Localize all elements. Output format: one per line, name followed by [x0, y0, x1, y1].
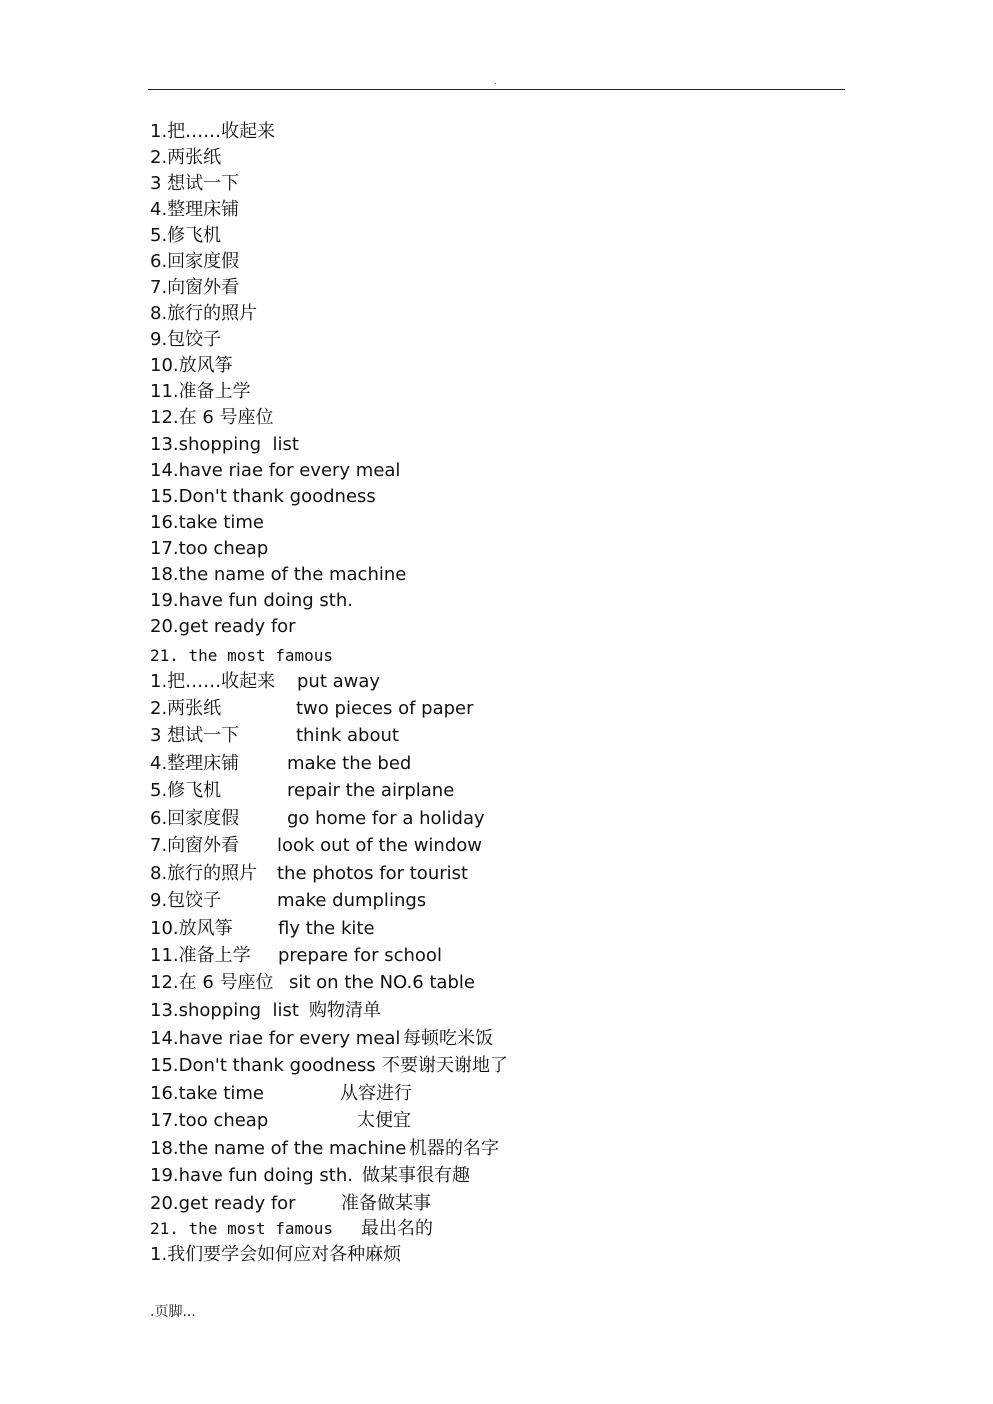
term-item: 1.把……收起来	[150, 121, 276, 142]
meaning-text: make dumplings	[277, 890, 427, 911]
page-footer: .页脚...	[150, 1304, 196, 1320]
term-item: 4.整理床铺	[150, 199, 240, 220]
header-mark: .	[494, 77, 497, 87]
meaning-text: 准备做某事	[341, 1193, 431, 1214]
term-text: 4.整理床铺	[150, 753, 240, 774]
term-meaning-item	[150, 698, 850, 720]
term-meaning-item	[150, 1193, 850, 1215]
term-text: 8.旅行的照片	[150, 863, 258, 884]
term-item: 19.have fun doing sth.	[150, 590, 353, 611]
term-text: 20.get ready for	[150, 1193, 296, 1214]
term-text: 2.两张纸	[150, 698, 222, 719]
term-text: 16.take time	[150, 1083, 264, 1104]
term-text: 14.have riae for every meal	[150, 1028, 401, 1049]
term-meaning-item	[150, 753, 850, 775]
term-meaning-item	[150, 1110, 850, 1132]
term-item: 3 想试一下	[150, 173, 240, 194]
meaning-text: look out of the window	[277, 835, 482, 856]
term-meaning-item	[150, 725, 850, 747]
meaning-text: go home for a holiday	[287, 808, 485, 829]
term-text: 18.the name of the machine	[150, 1138, 407, 1159]
term-text: 7.向窗外看	[150, 835, 240, 856]
term-item: 2.两张纸	[150, 147, 222, 168]
term-item: 9.包饺子	[150, 329, 222, 350]
meaning-text: 太便宜	[357, 1110, 411, 1131]
term-meaning-item	[150, 671, 850, 693]
term-text: 3 想试一下	[150, 725, 240, 746]
term-text: 12.在 6 号座位	[150, 972, 274, 993]
term-item: 16.take time	[150, 512, 264, 533]
meaning-text: 每顿吃米饭	[403, 1028, 493, 1049]
term-text: 11.准备上学	[150, 945, 251, 966]
term-item: 20.get ready for	[150, 616, 296, 637]
term-text: 5.修飞机	[150, 780, 222, 801]
term-text: 6.回家度假	[150, 808, 240, 829]
term-meaning-item	[150, 780, 850, 802]
meaning-text: prepare for school	[278, 945, 442, 966]
term-item: 12.在 6 号座位	[150, 407, 274, 428]
term-item: 11.准备上学	[150, 381, 251, 402]
term-item: 15.Don't thank goodness	[150, 486, 376, 507]
meaning-text: the photos for tourist	[277, 863, 469, 884]
meaning-text: 机器的名字	[409, 1138, 499, 1159]
term-meaning-item	[150, 863, 850, 885]
meaning-text: 从容进行	[340, 1083, 412, 1104]
term-text: 17.too cheap	[150, 1110, 269, 1131]
term-meaning-item	[150, 808, 850, 830]
term-item: 5.修飞机	[150, 225, 222, 246]
term-text: 21. the most famous	[150, 1219, 334, 1238]
term-item: 7.向窗外看	[150, 277, 240, 298]
meaning-text: 最出名的	[361, 1218, 433, 1239]
term-item: 6.回家度假	[150, 251, 240, 272]
term-item: 21. the most famous	[150, 646, 334, 665]
term-item: 18.the name of the machine	[150, 564, 407, 585]
meaning-text: 做某事很有趣	[362, 1165, 470, 1186]
term-meaning-item	[150, 945, 850, 967]
term-meaning-item	[150, 1028, 850, 1050]
meaning-text: repair the airplane	[287, 780, 455, 801]
term-text: 10.放风筝	[150, 918, 233, 939]
meaning-text: 不要谢天谢地了	[382, 1055, 508, 1076]
term-item: 10.放风筝	[150, 355, 233, 376]
term-item: 17.too cheap	[150, 538, 269, 559]
term-text: 9.包饺子	[150, 890, 222, 911]
term-text: 13.shopping list	[150, 1000, 299, 1021]
term-meaning-item	[150, 1218, 850, 1240]
term-meaning-item	[150, 1055, 850, 1077]
term-item: 8.旅行的照片	[150, 303, 258, 324]
term-meaning-item	[150, 972, 850, 994]
meaning-text: sit on the NO.6 table	[289, 972, 475, 993]
meaning-text: make the bed	[287, 753, 412, 774]
meaning-text: think about	[296, 725, 399, 746]
term-meaning-item	[150, 1138, 850, 1160]
header-rule	[148, 89, 845, 90]
term-item: 13.shopping list	[150, 434, 299, 455]
term-meaning-item	[150, 1000, 850, 1022]
sentence-item: 1.我们要学会如何应对各种麻烦	[150, 1244, 402, 1265]
meaning-text: 购物清单	[309, 1000, 381, 1021]
term-meaning-item	[150, 918, 850, 940]
term-text: 15.Don't thank goodness	[150, 1055, 376, 1076]
term-meaning-item	[150, 1083, 850, 1105]
meaning-text: two pieces of paper	[296, 698, 474, 719]
term-meaning-item	[150, 890, 850, 912]
term-text: 1.把……收起来	[150, 671, 276, 692]
term-meaning-item	[150, 835, 850, 857]
term-meaning-item	[150, 1165, 850, 1187]
term-item: 14.have riae for every meal	[150, 460, 401, 481]
meaning-text: fly the kite	[278, 918, 375, 939]
meaning-text: put away	[297, 671, 381, 692]
term-text: 19.have fun doing sth.	[150, 1165, 353, 1186]
